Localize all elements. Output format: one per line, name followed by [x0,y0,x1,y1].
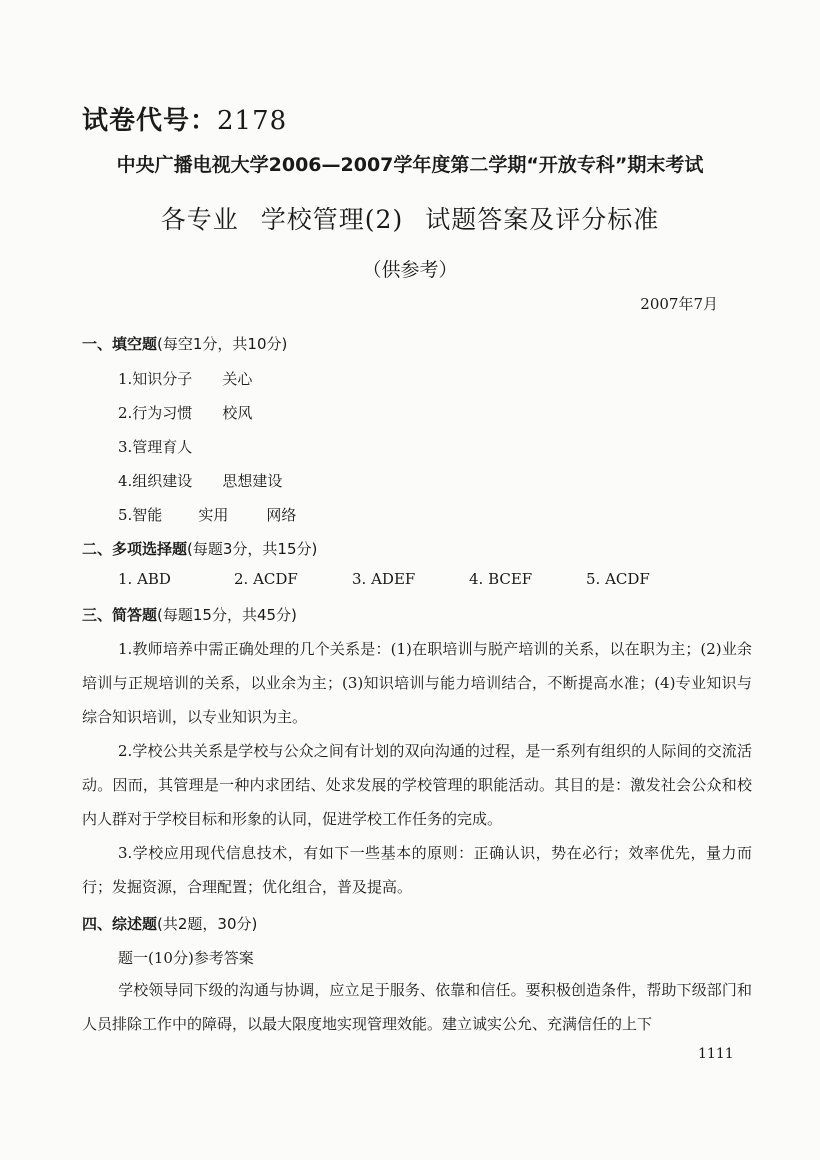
short-answer-2-text: 2.学校公共关系是学校与公众之间有计划的双向沟通的过程，是一系列有组织的人际间的交流活动。因而，其管理是一种内求团结、处求发展的学校管理的职能活动。其目的是：激发社会公众和校内人群对于学校目标和形象的认同，促进学校工作任务的完成。 [82,742,752,828]
answer-text: 网络 [266,506,297,524]
section-4-heading [82,913,257,934]
mc-answer-5: 5. ACDF [586,570,650,588]
exam-code-number: 2178 [217,106,288,136]
answer-text: 关心 [222,370,253,388]
short-answer-2 [82,734,752,836]
section-2-title: 二、多项选择题 [82,540,188,558]
mc-answer-3: 3. ADEF [352,570,416,588]
section-1-scoring: (每空1分，共10分) [157,335,288,353]
fill-answer-2 [118,402,252,423]
answer-text: 思想建设 [222,472,283,490]
title-major: 各专业 [160,205,239,234]
reference-note: （供参考） [362,259,458,281]
answer-text: 校风 [222,404,253,422]
fill-answer-3 [118,436,192,457]
mc-answer-4: 4. BCEF [469,570,533,588]
section-4-title: 四、综述题 [82,915,158,933]
answer-text: 1.知识分子 [118,370,193,388]
answer-text: 2.行为习惯 [118,404,193,422]
section-4-scoring: (共2题，30分) [157,915,258,933]
document-title [0,200,820,236]
short-answer-3 [82,836,752,904]
fill-answer-4 [118,470,282,491]
exam-code-label: 试卷代号： [82,106,218,136]
title-doc-type: 试题答案及评分标准 [425,205,660,234]
essay-1-label: 题一(10分)参考答案 [118,949,254,967]
short-answer-1-text: 1.教师培养中需正确处理的几个关系是：(1)在职培训与脱产培训的关系，以在职为主；(2)业余培训与正规培训的关系，以业余为主；(3)知识培训与能力培训结合，不断提高水准；(4)专业知识与综合知识培训，以专业知识为主。 [82,640,752,726]
answer-text: 3.管理育人 [118,438,193,456]
short-answer-1 [82,632,752,734]
answer-text: 5.智能 [118,506,163,524]
university-exam-title: 中央广播电视大学2006—2007学年度第二学期“开放专科”期末考试 [116,154,704,176]
fill-answer-1 [118,368,252,389]
section-3-heading [82,604,297,625]
essay-1-answer-text: 学校领导同下级的沟通与协调，应立足于服务、依靠和信任。要积极创造条件，帮助下级部门和人员排除工作中的障碍，以最大限度地实现管理效能。建立诚实公允、充满信任的上下 [82,981,752,1033]
title-course: 学校管理(2) [260,205,404,234]
essay-1-answer [82,973,752,1041]
section-3-scoring: (每题15分，共45分) [157,606,297,624]
answer-text: 实用 [198,506,229,524]
mc-answer-2: 2. ACDF [234,570,298,588]
section-1-heading [82,333,287,354]
answer-text: 4.组织建设 [118,472,193,490]
fill-answer-5 [118,504,296,525]
page-number: 1111 [698,1046,734,1062]
short-answer-3-text: 3.学校应用现代信息技术，有如下一些基本的原则：正确认识，势在必行；效率优先，量力而行；发掘资源，合理配置；优化组合，普及提高。 [82,844,752,896]
section-2-heading [82,538,317,559]
section-2-scoring: (每题3分，共15分) [187,540,318,558]
exam-code [82,100,287,137]
exam-date: 2007年7月 [640,295,718,313]
section-1-title: 一、填空题 [82,335,158,353]
section-3-title: 三、简答题 [82,606,158,624]
mc-answer-1: 1. ABD [118,570,171,588]
